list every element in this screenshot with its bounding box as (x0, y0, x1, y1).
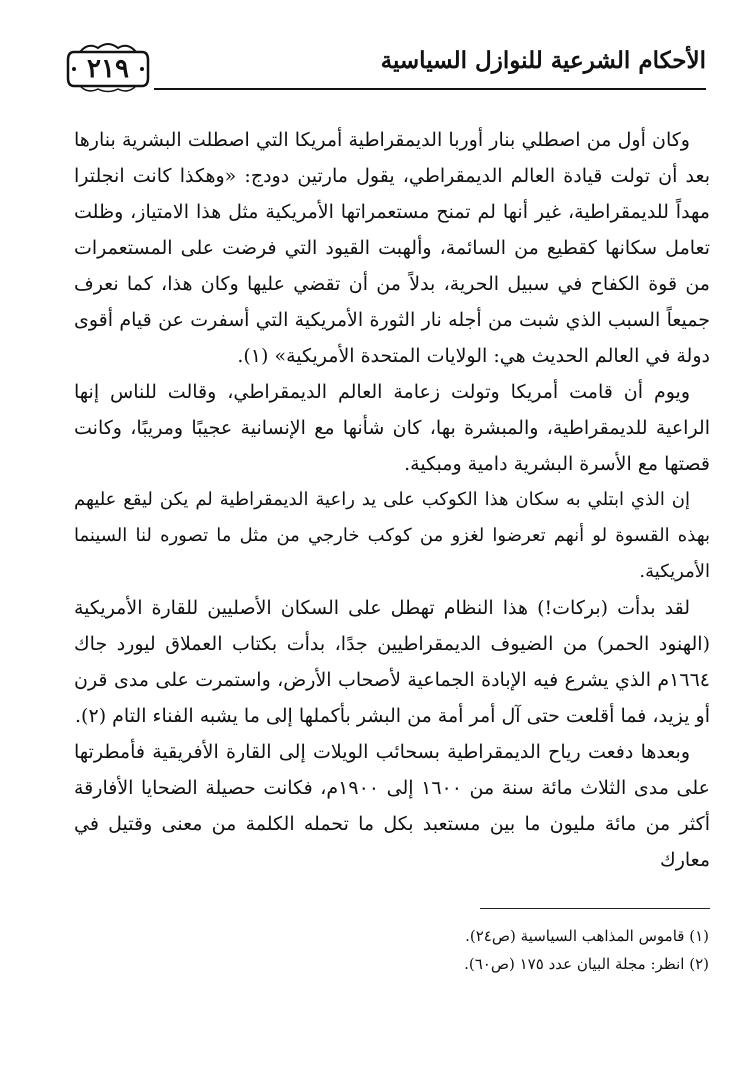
page-number: ٢١٩ (87, 54, 129, 84)
header-rule (154, 88, 706, 90)
page-number-badge (66, 42, 150, 94)
footnote: (١) قاموس المذاهب السياسية (ص٢٤). (465, 927, 709, 945)
footnote-separator (480, 908, 710, 909)
paragraph: وكان أول من اصطلي بنار أوربا الديمقراطية أمريكا التي اصطلت البشرية بنارها بعد أن تولت قيادة العالم الديمقراطي، يقول مارتين دودج: «وهكذا كانت انجلترا مهداً للديمقراطية، غير أنها لم تمنح مستعمراتها الأمريكية مثل هذا الامتياز، وظلت تعامل سكانها كقطيع من السائمة، وألهبت القيود التي فرضت على المستعمرات من قوة الكفاح في سبيل الحرية، بدلاً من أن تقضي عليها وكان هذا، كما نعرف جميعاً السبب الذي شبت من أجله نار الثورة الأمريكية التي أسفرت عن قيام أقوى دولة في العالم الحديث هي: الولايات المتحدة الأمريكية» (١). (74, 129, 710, 367)
footnotes (69, 922, 709, 978)
page-header (66, 40, 706, 102)
running-title: الأحكام الشرعية للنوازل السياسية (380, 47, 706, 74)
paragraph: ويوم أن قامت أمريكا وتولت زعامة العالم الديمقراطي، وقالت للناس إنها الراعية للديمقراطية، والمبشرة بها، كان شأنها مع الإنسانية عجيبًا ومريبًا، وكانت قصتها مع الأسرة البشرية دامية ومبكية. (74, 381, 710, 475)
paragraph: إن الذي ابتلي به سكان هذا الكوكب على يد راعية الديمقراطية لم يكن ليقع عليهم بهذه القسوة لو أنهم تعرضوا لغزو من كوكب خارجي من مثل ما تصوره لنا السينما الأمريكية. (74, 489, 710, 582)
body-text (74, 122, 710, 878)
paragraph: لقد بدأت (بركات!) هذا النظام تهطل على السكان الأصليين للقارة الأمريكية (الهنود الحمر) من الضيوف الديمقراطيين جدًا، بدأت بكتاب العملاق ليورد جاك ١٦٦٤م الذي يشرع فيه الإبادة الجماعية لأصحاب الأرض، واستمرت على مدى قرن أو يزيد، فما أقلعت حتى آل أمر أمة من البشر بأكملها إلى ما يشبه الفناء التام (٢). (74, 597, 710, 727)
footnote: (٢) انظر: مجلة البيان عدد ١٧٥ (ص٦٠). (464, 955, 709, 973)
paragraph: وبعدها دفعت رياح الديمقراطية بسحائب الويلات إلى القارة الأفريقية فأمطرتها على مدى الثلاث مائة سنة من ١٦٠٠ إلى ١٩٠٠م، فكانت حصيلة الضحايا الأفارقة أكثر من مائة مليون ما بين مستعبد بكل ما تحمله الكلمة من معنى وقتيل في معارك (74, 741, 711, 871)
